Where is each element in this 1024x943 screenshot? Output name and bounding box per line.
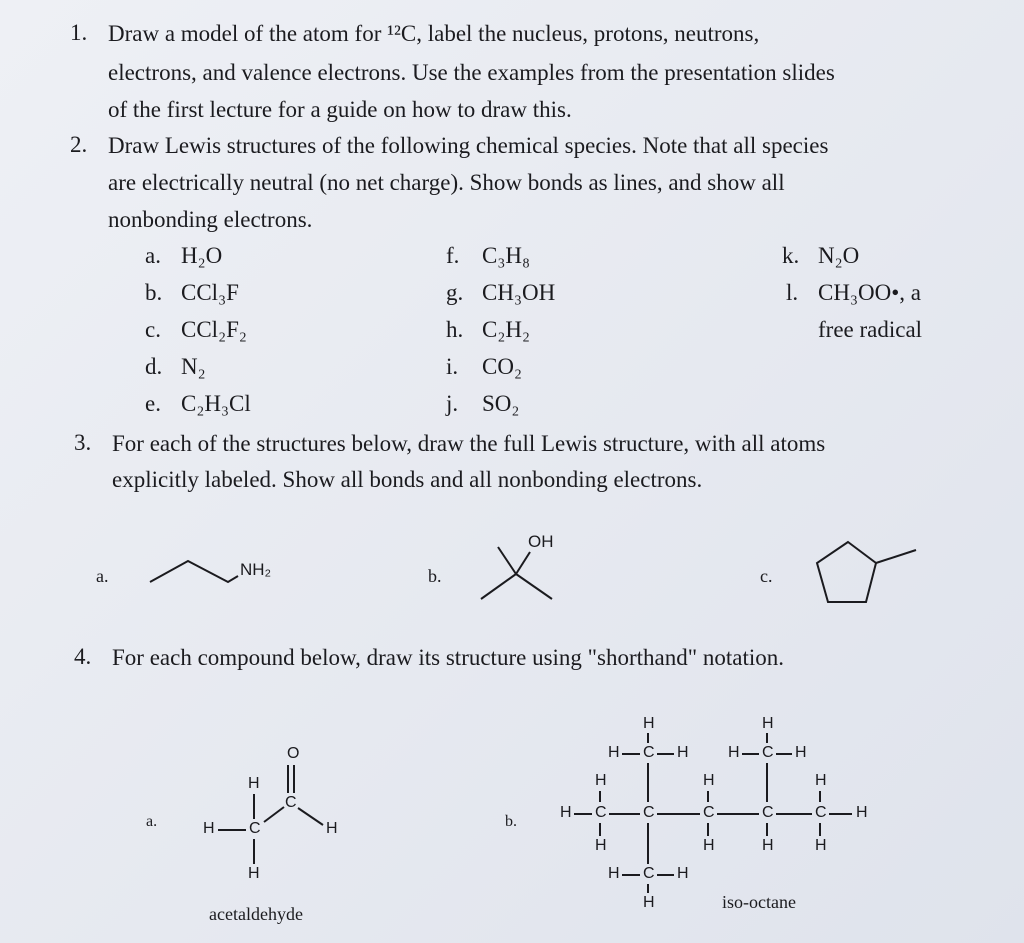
q2-item-l-letter: l. [786, 280, 799, 305]
isooctane-h: H [643, 894, 655, 911]
q4-b-name: iso-octane [722, 892, 796, 912]
q2-line-3: nonbonding electrons. [108, 207, 313, 232]
q3b-bond [498, 547, 516, 574]
q2-item-j-letter: j. [446, 391, 459, 416]
acetaldehyde-c1: C [249, 820, 261, 837]
isooctane-h: H [608, 744, 620, 761]
q3-line-2: explicitly labeled. Show all bonds and all nonbonding electrons. [112, 467, 703, 492]
q2-item-i-letter: i. [446, 354, 459, 379]
isooctane-h: H [762, 715, 774, 732]
isooctane-h: H [608, 865, 620, 882]
q1-line-2: electrons, and valence electrons. Use the examples from the presentation slides [108, 60, 835, 85]
isooctane-h: H [762, 837, 774, 854]
isooctane-c: C [815, 804, 827, 821]
q4-line-1: For each compound below, draw its structure using "shorthand" notation. [112, 645, 785, 670]
isooctane-c: C [595, 804, 607, 821]
isooctane-c: C [703, 804, 715, 821]
q2-item-j-formula: SO₂ [482, 391, 520, 416]
q2-item-k-formula: N₂O [818, 243, 860, 268]
q3-b-oh: OH [528, 532, 554, 551]
q3-b-label: b. [428, 566, 442, 586]
acetaldehyde-h-right: H [326, 820, 338, 837]
isooctane-c: C [643, 744, 655, 761]
q2-item-e-letter: e. [145, 391, 161, 416]
acetaldehyde-bond [264, 807, 284, 822]
isooctane-h: H [795, 744, 807, 761]
q2-line-1: Draw Lewis structures of the following chemical species. Note that all species [108, 133, 829, 158]
q1-line-3: of the first lecture for a guide on how to draw this. [108, 97, 572, 122]
q3b-bond [481, 574, 516, 599]
q2-item-h-letter: h. [446, 317, 464, 342]
q1-number: 1. [70, 20, 88, 45]
q3b-bond [516, 552, 530, 574]
isooctane-h: H [703, 837, 715, 854]
isooctane-h: H [815, 772, 827, 789]
isooctane-c: C [762, 744, 774, 761]
q2-item-l-continued: free radical [818, 317, 923, 342]
isooctane-c: C [762, 804, 774, 821]
q4-a-name: acetaldehyde [209, 904, 303, 924]
q2-item-k-letter: k. [782, 243, 800, 268]
q3c-ring [817, 542, 876, 602]
q2-line-2: are electrically neutral (no net charge). Show bonds as lines, and show all [108, 170, 785, 195]
q2-item-c-letter: c. [145, 317, 161, 342]
q3a-skeleton [150, 561, 238, 582]
isooctane-h: H [643, 715, 655, 732]
q1-line-1: Draw a model of the atom for ¹²C, label the nucleus, protons, neutrons, [108, 21, 760, 46]
isooctane-h: H [677, 744, 689, 761]
q2-item-g-letter: g. [446, 280, 464, 305]
q2-item-e-formula: C₂H₃Cl [181, 391, 251, 416]
q2-item-i-formula: CO₂ [482, 354, 522, 379]
q3-a-label: a. [96, 566, 109, 586]
isooctane-h: H [677, 865, 689, 882]
isooctane-c: C [643, 804, 655, 821]
q2-item-l-formula: CH₃OO•, a [818, 280, 921, 305]
q3c-methyl [876, 550, 916, 563]
q2-item-d-letter: d. [145, 354, 163, 379]
acetaldehyde-bond [298, 808, 323, 825]
q2-item-c-formula: CCl₂F₂ [181, 317, 247, 342]
q2-item-b-letter: b. [145, 280, 163, 305]
q2-item-d-formula: N₂ [181, 354, 206, 379]
q2-item-a-letter: a. [145, 243, 161, 268]
q3-number: 3. [74, 430, 92, 455]
acetaldehyde-h-left: H [203, 820, 215, 837]
q2-item-f-formula: C₃H₈ [482, 243, 530, 268]
q3-line-1: For each of the structures below, draw the full Lewis structure, with all atoms [112, 431, 826, 456]
isooctane-h: H [815, 837, 827, 854]
q2-item-b-formula: CCl₃F [181, 280, 239, 305]
q4-number: 4. [74, 644, 92, 669]
isooctane-h: H [595, 772, 607, 789]
isooctane-h: H [595, 837, 607, 854]
q3-c-label: c. [760, 566, 773, 586]
isooctane-h: H [560, 804, 572, 821]
q2-item-a-formula: H₂O [181, 243, 223, 268]
isooctane-c: C [643, 865, 655, 882]
acetaldehyde-h-bottom: H [248, 865, 260, 882]
acetaldehyde-o: O [287, 745, 300, 762]
q4-a-label: a. [146, 813, 158, 830]
q2-item-g-formula: CH₃OH [482, 280, 556, 305]
q2-item-f-letter: f. [446, 243, 460, 268]
acetaldehyde-c2: C [285, 794, 297, 811]
q4-b-label: b. [505, 813, 517, 830]
acetaldehyde-h-top: H [248, 775, 260, 792]
q2-number: 2. [70, 132, 88, 157]
isooctane-h: H [728, 744, 740, 761]
isooctane-h: H [856, 804, 868, 821]
isooctane-h: H [703, 772, 715, 789]
q2-item-h-formula: C₂H₂ [482, 317, 530, 342]
q3-a-nh2: NH₂ [240, 560, 272, 579]
q3b-bond [516, 574, 552, 599]
